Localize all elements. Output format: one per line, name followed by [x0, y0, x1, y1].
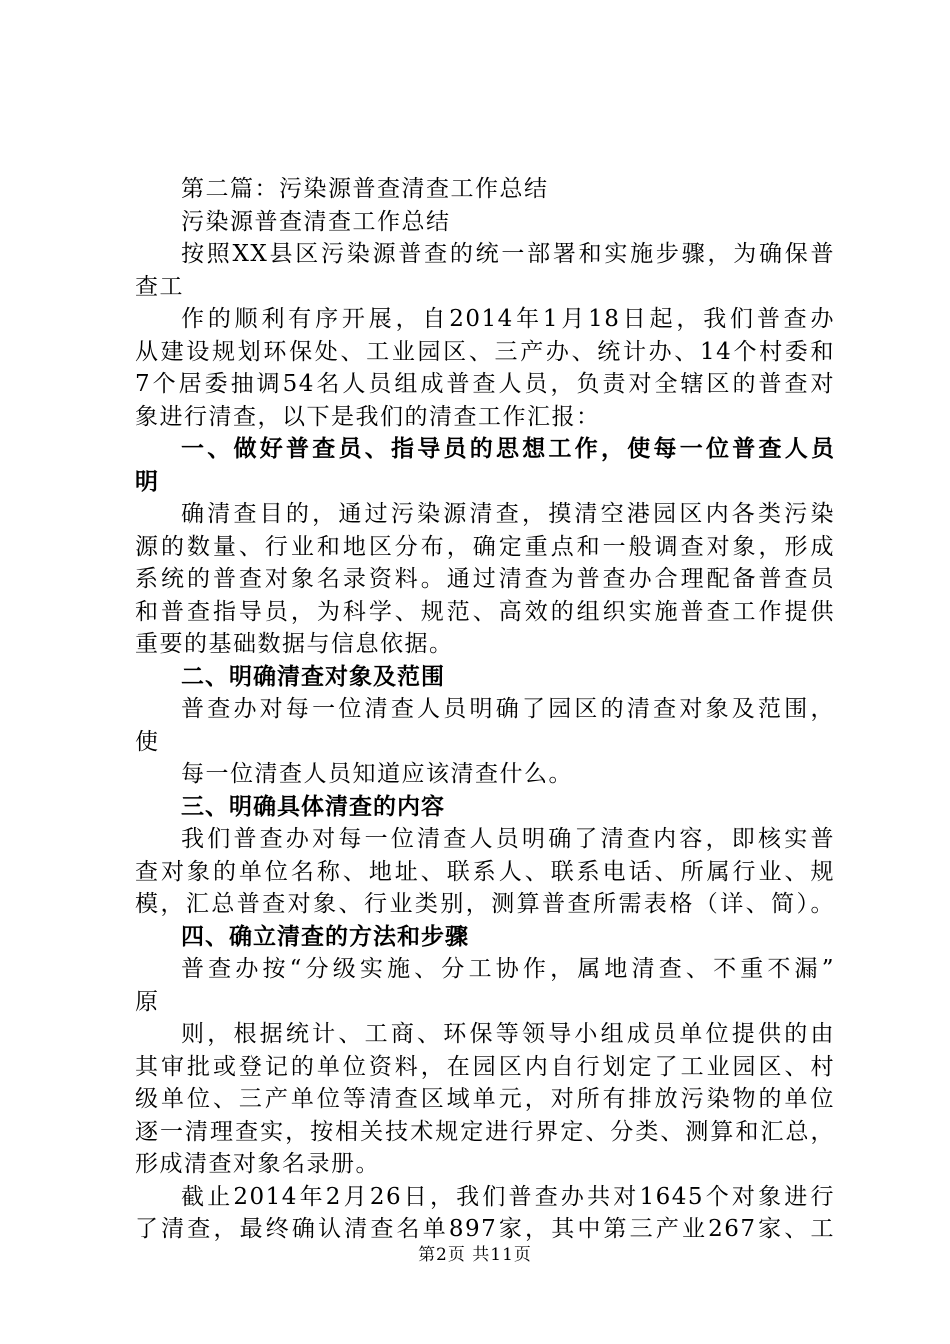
paragraph-line: 逐一清理查实，按相关技术规定进行界定、分类、测算和汇总，: [135, 1118, 835, 1145]
paragraph-line: 重要的基础数据与信息依据。: [135, 631, 454, 657]
section-heading: 第二篇：污染源普查清查工作总结: [181, 176, 549, 202]
paragraph-line: 了清查，最终确认清查名单897家，其中第三产业267家、工: [135, 1216, 835, 1242]
paragraph-line: 象进行清查，以下是我们的清查工作汇报：: [135, 403, 601, 430]
paragraph-line: 确清查目的，通过污染源清查，摸清空港园区内各类污染: [181, 501, 835, 527]
heading-one-continuation: 明: [135, 468, 159, 495]
paragraph-line: 源的数量、行业和地区分布，确定重点和一般调查对象，形成: [135, 533, 835, 560]
paragraph-line: 我们普查办对每一位清查人员明确了清查内容，即核实普: [181, 826, 835, 852]
paragraph-line: 按照XX县区污染源普查的统一部署和实施步骤，为确保普: [181, 241, 835, 267]
paragraph-line: 截止2014年2月26日，我们普查办共对1645个对象进行: [181, 1183, 835, 1210]
paragraph-line: 作的顺利有序开展，自2014年1月18日起，我们普查办: [181, 306, 835, 332]
paragraph-line: 查工: [135, 273, 184, 300]
paragraph-line: 和普查指导员，为科学、规范、高效的组织实施普查工作提供: [135, 598, 835, 625]
paragraph-line: 其审批或登记的单位资料，在园区内自行划定了工业园区、村: [135, 1053, 835, 1080]
paragraph-line: 则，根据统计、工商、环保等领导小组成员单位提供的由: [181, 1021, 835, 1047]
paragraph-line: 级单位、三产单位等清查区域单元，对所有排放污染物的单位: [135, 1086, 835, 1112]
paragraph-line: 形成清查对象名录册。: [135, 1151, 380, 1177]
paragraph-line: 模，汇总普查对象、行业类别，测算普查所需表格（详、简）。: [135, 891, 835, 917]
document-body: [135, 173, 835, 1246]
paragraph-line: 7个居委抽调54名人员组成普查人员，负责对全辖区的普查对: [135, 371, 835, 397]
paragraph-line: 每一位清查人员知道应该清查什么。: [181, 761, 573, 787]
paragraph-line: 普查办对每一位清查人员明确了园区的清查对象及范围，: [181, 696, 835, 722]
heading-one: 一、做好普查员、指导员的思想工作，使每一位普查人员: [181, 436, 835, 462]
paragraph-line: 系统的普查对象名录资料。通过清查为普查办合理配备普查员: [135, 566, 835, 592]
heading-four: 四、确立清查的方法和步骤: [181, 923, 469, 950]
paragraph-line: 使: [135, 728, 160, 755]
paragraph-line: 查对象的单位名称、地址、联系人、联系电话、所属行业、规: [135, 858, 835, 885]
heading-two: 二、明确清查对象及范围: [181, 663, 445, 690]
paragraph-line: 从建设规划环保处、工业园区、三产办、统计办、14个村委和: [135, 338, 835, 365]
heading-three: 三、明确具体清查的内容: [181, 793, 445, 820]
document-title: 污染源普查清查工作总结: [181, 208, 451, 235]
page-number-footer: 第2页 共11页: [418, 1245, 532, 1265]
paragraph-line: 普查办按“分级实施、分工协作，属地清查、不重不漏”: [181, 956, 835, 982]
paragraph-line: 原: [135, 988, 160, 1015]
